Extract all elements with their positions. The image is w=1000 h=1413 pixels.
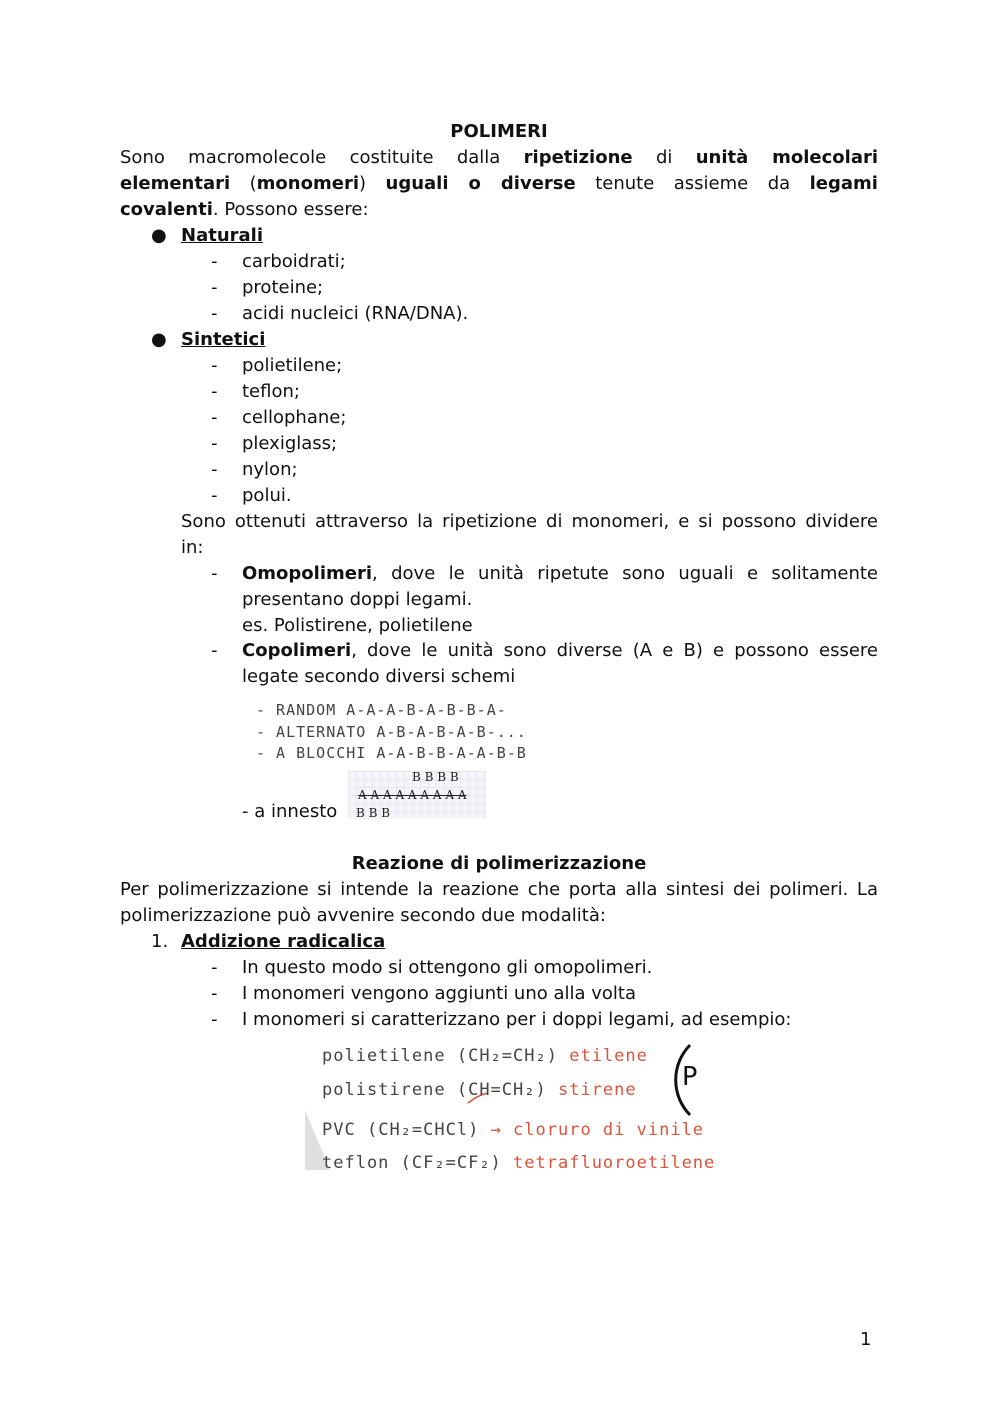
list-item: I monomeri si caratterizzano per i doppi legami, ad esempio:	[242, 1009, 792, 1030]
scheme-alternato: - ALTERNATO A-B-A-B-A-B-...	[256, 723, 527, 741]
omopolimeri-line-2: presentano doppi legami.	[242, 589, 473, 610]
dash: -	[211, 251, 218, 272]
dash: -	[211, 485, 218, 506]
list-item: teflon;	[242, 381, 300, 402]
note-polietilene: polietilene (CH₂=CH₂) etilene	[322, 1046, 648, 1066]
heading-naturali: Naturali	[181, 225, 263, 246]
copolimeri-line-1: Copolimeri, dove le unità sono diverse (A e B) e possono essere	[242, 640, 878, 661]
paragraph-line: Sono ottenuti attraverso la ripetizione di monomeri, e si possono dividere	[181, 511, 878, 532]
page-title: POLIMERI	[450, 121, 548, 142]
dash: -	[211, 303, 218, 324]
list-item: nylon;	[242, 459, 298, 480]
page-number: 1	[860, 1329, 872, 1350]
list-item: acidi nucleici (RNA/DNA).	[242, 303, 469, 324]
dash: -	[211, 1009, 218, 1030]
scheme-blocchi: - A BLOCCHI A-A-B-B-A-A-B-B	[256, 744, 527, 762]
dash: -	[211, 563, 218, 584]
cropped-letter: P	[682, 1062, 698, 1092]
bullet-dot: ●	[151, 225, 167, 246]
list-item: plexiglass;	[242, 433, 338, 454]
innesto-label: - a innesto	[242, 801, 338, 822]
paragraph-line: in:	[181, 537, 204, 558]
list-item: proteine;	[242, 277, 324, 298]
dash: -	[211, 277, 218, 298]
note-polistirene: polistirene (CH=CH₂) stirene	[322, 1080, 637, 1100]
dash: -	[211, 459, 218, 480]
intro-line-2: elementari (monomeri) uguali o diverse tenute assieme da legami	[120, 173, 878, 194]
list-item: carboidrati;	[242, 251, 346, 272]
list-item: In questo modo si ottengono gli omopolimeri.	[242, 957, 653, 978]
list-item: polietilene;	[242, 355, 343, 376]
dash: -	[211, 433, 218, 454]
scheme-random: - RANDOM A-A-A-B-A-B-B-A-	[256, 701, 507, 719]
dash: -	[211, 957, 218, 978]
dash: -	[211, 407, 218, 428]
heading-sintetici: Sintetici	[181, 329, 266, 350]
note-teflon: teflon (CF₂=CF₂) tetrafluoroetilene	[322, 1153, 716, 1173]
heading-addizione: Addizione radicalica	[181, 931, 386, 952]
list-item: cellophane;	[242, 407, 347, 428]
copolimeri-line-2: legate secondo diversi schemi	[242, 666, 516, 687]
graft-bottom-chain: B B B	[356, 806, 391, 820]
list-item: I monomeri vengono aggiunti uno alla volta	[242, 983, 637, 1004]
dash: -	[211, 355, 218, 376]
dash: -	[211, 983, 218, 1004]
graft-top-chain: B B B B	[412, 770, 459, 784]
dash: -	[211, 381, 218, 402]
graft-main-chain: A A A A A A A A A	[358, 788, 467, 802]
list-number: 1.	[151, 931, 169, 952]
note-pvc: PVC (CH₂=CHCl) → cloruro di vinile	[322, 1120, 705, 1140]
paragraph-line: polimerizzazione può avvenire secondo due modalità:	[120, 905, 606, 926]
omopolimeri-line-1: Omopolimeri, dove le unità ripetute sono uguali e solitamente	[242, 563, 878, 584]
dash: -	[211, 640, 218, 661]
list-item: polui.	[242, 485, 292, 506]
paragraph-line: Per polimerizzazione si intende la reazione che porta alla sintesi dei polimeri. La	[120, 879, 878, 900]
intro-line-3: covalenti. Possono essere:	[120, 199, 369, 220]
omopolimeri-example: es. Polistirene, polietilene	[242, 615, 473, 636]
section-title: Reazione di polimerizzazione	[351, 853, 647, 874]
bullet-dot: ●	[151, 329, 167, 350]
intro-line-1: Sono macromolecole costituite dalla ripetizione di unità molecolari	[120, 147, 879, 168]
